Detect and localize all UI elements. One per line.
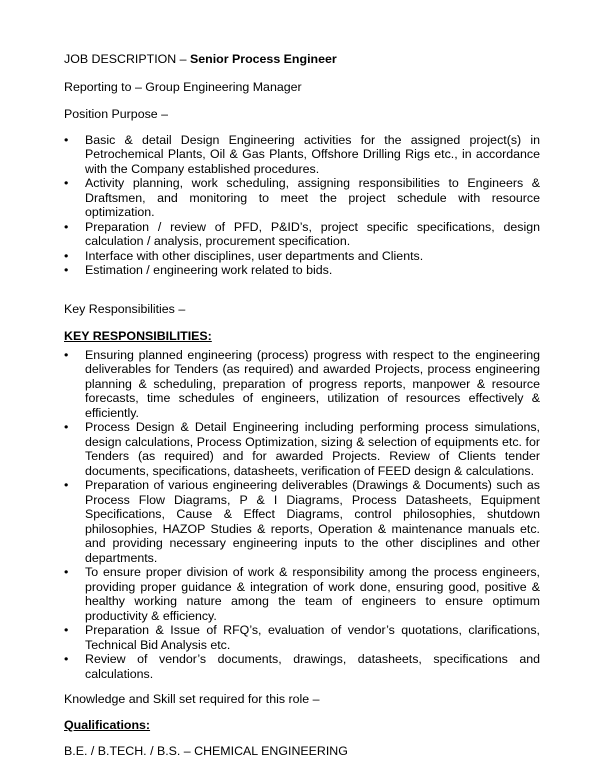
list-item: • Process Design & Detail Engineering including performing process simulations, design calculations, Process Optimization, sizing & selection of equipments etc. for Tenders (as required) and for awarded Projects. Review of Clients tender documents, specifications, datasheets, verification of FEED design & calculations.: [64, 420, 540, 478]
position-purpose-list: [64, 133, 540, 278]
title-prefix: JOB DESCRIPTION –: [64, 52, 190, 66]
document-title: [64, 52, 540, 67]
qualifications-value: B.E. / B.TECH. / B.S. – CHEMICAL ENGINEERING: [64, 744, 348, 758]
list-item: • Basic & detail Design Engineering activities for the assigned project(s) in Petrochemical Plants, Oil & Gas Plants, Offshore Drilling Rigs etc., in accordance with the Company established procedures.: [64, 133, 540, 177]
position-purpose-label: Position Purpose –: [64, 107, 169, 121]
list-item: • Preparation & Issue of RFQ’s, evaluation of vendor’s quotations, clarifications, Technical Bid Analysis etc.: [64, 623, 540, 652]
list-item: • Estimation / engineering work related to bids.: [64, 263, 540, 278]
key-responsibilities-heading: KEY RESPONSIBILITIES:: [64, 329, 212, 343]
job-title: Senior Process Engineer: [190, 52, 337, 66]
reporting-line: Reporting to – Group Engineering Manager: [64, 79, 302, 94]
job-description-document: [64, 52, 540, 759]
list-item: • Preparation of various engineering deliverables (Drawings & Documents) such as Process Flow Diagrams, P & I Diagrams, Process Datasheets, Equipment Specifications, Cause & Effect Diagrams, control philosophies, shutdown philosophies, HAZOP Studies & reports, Operation & maintenance manuals etc. and providing necessary engineering inputs to the other disciplines and other departments.: [64, 478, 540, 565]
qualifications-heading: Qualifications:: [64, 717, 151, 732]
list-item: • Interface with other disciplines, user departments and Clients.: [64, 249, 540, 264]
key-responsibilities-label: Key Responsibilities –: [64, 301, 186, 316]
list-item: • Review of vendor’s documents, drawings, datasheets, specifications and calculations.: [64, 652, 540, 681]
list-item: • Ensuring planned engineering (process) progress with respect to the engineering deliverables for Tenders (as required) and awarded Projects, process engineering planning & scheduling, preparation of progress reports, manpower & resource forecasts, time schedules of engineers, utilization of resources effectively & efficiently.: [64, 348, 540, 421]
list-item: • Activity planning, work scheduling, assigning responsibilities to Engineers & Draftsmen, and monitoring to meet the project schedule with resource optimization.: [64, 176, 540, 220]
list-item: • To ensure proper division of work & responsibility among the process engineers, providing proper guidance & integration of work done, ensuring good, positive & healthy working nature among the team of engineers to ensure optimum productivity & efficiency.: [64, 565, 540, 623]
key-responsibilities-list: [64, 348, 540, 682]
knowledge-skills-label: Knowledge and Skill set required for this role –: [64, 692, 320, 706]
list-item: • Preparation / review of PFD, P&ID’s, project specific specifications, design calculation / analysis, procurement specification.: [64, 220, 540, 249]
